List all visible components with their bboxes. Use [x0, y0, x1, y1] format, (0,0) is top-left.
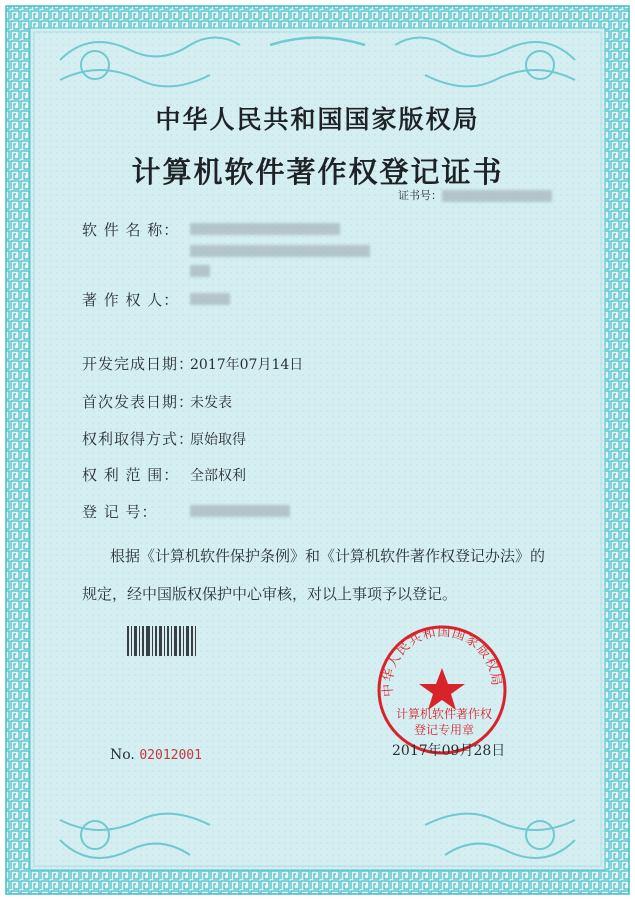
- cert-number: [398, 187, 552, 203]
- certificate-title: 计算机软件著作权登记证书: [131, 155, 504, 189]
- reg-no-label: 登 记 号：: [82, 503, 158, 521]
- scope-value: 全部权利: [190, 468, 246, 484]
- issue-date: 2017年09月28日: [392, 743, 506, 759]
- seal-line-1: 计算机软件著作权: [396, 707, 493, 721]
- statement-line-2: 规定，经中国版权保护中心审核，对以上事项予以登记。: [82, 585, 458, 603]
- acquire-label: 权利取得方式：: [82, 430, 195, 448]
- serial-value: 02012001: [139, 748, 202, 763]
- statement-line-1: 根据《计算机软件保护条例》和《计算机软件著作权登记办法》的: [110, 547, 546, 565]
- software-name-value: [190, 221, 370, 277]
- scope-label: 权 利 范 围：: [82, 466, 180, 484]
- publish-date-value: 未发表: [190, 395, 232, 411]
- seal-star-icon: [419, 668, 465, 710]
- dev-date-label: 开发完成日期：: [82, 355, 195, 373]
- official-seal: [372, 620, 512, 760]
- seal-ring-text: 中华人民共和国国家版权局: [380, 624, 504, 698]
- serial-number: [110, 747, 202, 763]
- dev-date-value: 2017年07月14日: [190, 357, 304, 373]
- publish-date-label: 首次发表日期：: [82, 393, 195, 411]
- cert-number-label: 证书号：: [398, 189, 442, 202]
- issuer-heading: 中华人民共和国国家版权局: [155, 105, 480, 134]
- owner-label: 著 作 权 人：: [82, 291, 180, 309]
- owner-value: [190, 291, 230, 307]
- acquire-value: 原始取得: [190, 432, 246, 448]
- reg-no-value: [190, 503, 290, 519]
- redacted-cert-number: [442, 190, 552, 202]
- software-name-label: 软 件 名 称：: [82, 221, 180, 239]
- seal-line-2: 登记专用章: [414, 723, 475, 737]
- serial-label: No.: [110, 747, 135, 763]
